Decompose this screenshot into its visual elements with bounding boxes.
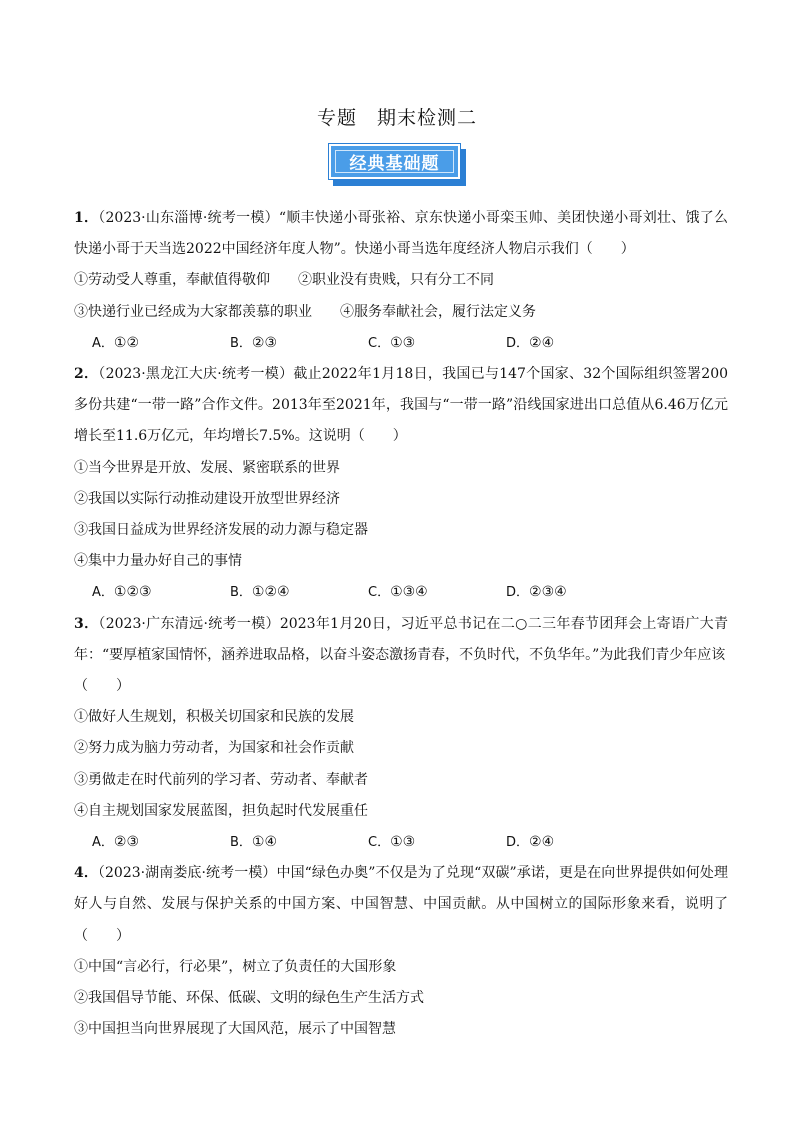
option-item: ③中国担当向世界展现了大国风范，展示了中国智慧 <box>74 1021 396 1038</box>
option-item: ①中国“言必行，行必果”，树立了负责任的大国形象 <box>74 958 397 975</box>
answer-choices <box>74 577 728 608</box>
question-number: 4． <box>74 865 98 882</box>
choice-b[interactable]: B．①④ <box>230 834 278 851</box>
option-row <box>74 265 728 296</box>
choice-b[interactable]: B．①②④ <box>230 584 290 601</box>
option-item: ④自主规划国家发展蓝图，担负起时代发展重任 <box>74 802 368 819</box>
option-item: ②我国倡导节能、环保、低碳、文明的绿色生产生活方式 <box>74 990 424 1007</box>
option-item: ①当今世界是开放、发展、紧密联系的世界 <box>74 459 340 476</box>
question-source: （2023·山东淄博·统考一模） <box>98 210 279 226</box>
question-number: 2． <box>74 366 99 383</box>
choice-a[interactable]: A．①② <box>92 334 140 351</box>
answer-bracket: （ ） <box>74 678 130 695</box>
questions-list <box>74 203 728 1045</box>
page-title: 专题 期末检测二 <box>316 107 477 129</box>
choice-a[interactable]: A．①②③ <box>92 584 152 601</box>
question-number: 3． <box>74 615 99 632</box>
option-item: ②努力成为脑力劳动者，为国家和社会作贡献 <box>74 740 354 757</box>
choice-c[interactable]: C．①③④ <box>368 584 428 601</box>
option-item: ②我国以实际行动推动建设开放型世界经济 <box>74 490 340 507</box>
choice-d[interactable]: D．②③④ <box>506 584 567 601</box>
question-text: 2023年1月20日，习近平总书记在二○二三年春节团拜会上寄语广大青年：“要厚植家国情怀，涵养进取品格，以奋斗姿态激扬青春，不负时代，不负华年。”为此我们青少年应该 <box>74 615 728 663</box>
question-source: （2023·湖南娄底·统考一模） <box>97 865 277 882</box>
question-source: （2023·黑龙江大庆·统考一模） <box>98 366 294 383</box>
question-stem <box>74 203 728 265</box>
question-text: 截止2022年1月18日，我国已与147个国家、32个国际组织签署200多份共建“一带一路”合作文件。2013年至2021年，我国与“一带一路”沿线国家进出口总值从6.46万亿元增长至11.6万亿元，年均增长7.5%。这说明（ ） <box>74 366 729 445</box>
option-row <box>74 297 728 328</box>
question-1 <box>74 203 728 359</box>
section-badge <box>329 144 466 186</box>
badge-box <box>329 144 460 179</box>
choice-a[interactable]: A．②③ <box>92 834 140 851</box>
answer-choices <box>74 328 728 359</box>
question-3 <box>74 609 728 859</box>
option-item: ③快递行业已经成为大家都羡慕的职业 <box>74 303 312 320</box>
option-item: ③勇做走在时代前列的学习者、劳动者、奉献者 <box>74 771 368 788</box>
choice-d[interactable]: D．②④ <box>506 834 555 851</box>
option-item: ④服务奉献社会，履行法定义务 <box>340 303 536 320</box>
question-text: “顺丰快递小哥张裕、京东快递小哥栾玉帅、美团快递小哥刘壮、饿了么快递小哥于天当选2022中国经济年度人物”。快递小哥当选年度经济人物启示我们（ ） <box>74 210 729 258</box>
option-item: ①做好人生规划，积极关切国家和民族的发展 <box>74 709 354 726</box>
badge-label: 经典基础题 <box>335 150 454 173</box>
question-stem <box>74 359 728 453</box>
question-text: 中国“绿色办奥”不仅是为了兑现“双碳”承诺，更是在向世界提供如何处理好人与自然、发展与保护关系的中国方案、中国智慧、中国贡献。从中国树立的国际形象来看，说明了（ ） <box>74 865 728 944</box>
choice-b[interactable]: B．②③ <box>230 334 278 351</box>
option-item: ④集中力量办好自己的事情 <box>74 553 242 570</box>
choice-c[interactable]: C．①③ <box>368 834 416 851</box>
question-stem <box>74 858 728 952</box>
question-stem <box>74 609 728 671</box>
option-item: ②职业没有贵贱，只有分工不同 <box>298 272 494 289</box>
choice-c[interactable]: C．①③ <box>368 334 416 351</box>
question-number: 1． <box>74 210 99 226</box>
question-4 <box>74 858 728 1045</box>
question-2 <box>74 359 728 609</box>
option-item: ①劳动受人尊重，奉献值得敬仰 <box>74 272 270 289</box>
question-source: （2023·广东清远·统考一模） <box>98 615 280 632</box>
option-item: ③我国日益成为世界经济发展的动力源与稳定器 <box>74 522 368 539</box>
choice-d[interactable]: D．②④ <box>506 334 555 351</box>
answer-choices <box>74 827 728 858</box>
